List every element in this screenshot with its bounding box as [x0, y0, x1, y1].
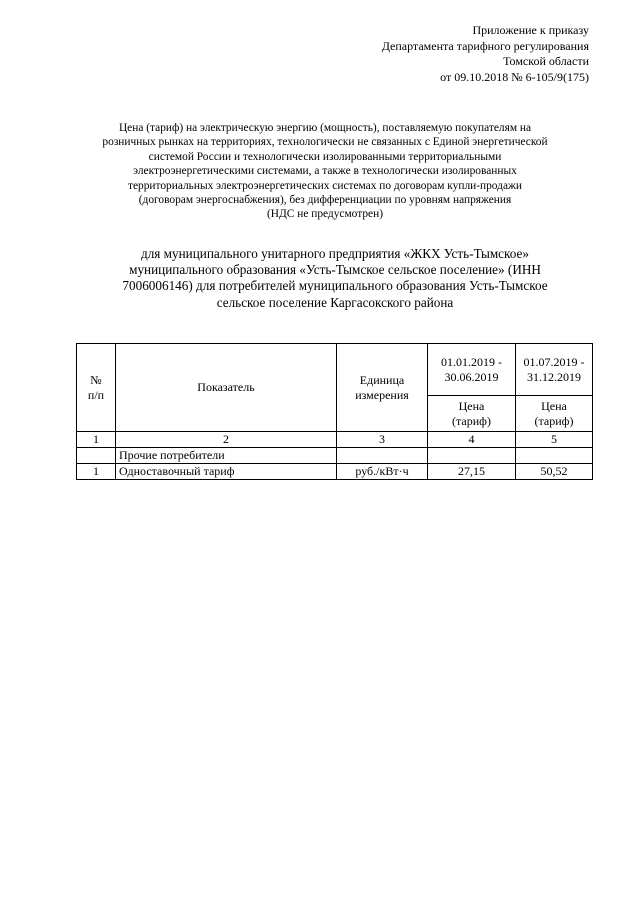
header-text: № — [90, 372, 102, 387]
subject-line: 7006006146) для потребителей муниципального образования Усть-Тымское — [122, 278, 548, 294]
subject-line: для муниципального унитарного предприятия «ЖКХ Усть-Тымское» — [141, 246, 529, 261]
header-text: 30.06.2019 — [444, 369, 499, 384]
header-cell-number — [77, 344, 116, 432]
empty-cell — [516, 448, 593, 464]
title-line: системой России и технологически изолированными территориальными — [148, 150, 502, 163]
header-line: Приложение к приказу — [472, 23, 589, 37]
row-indicator: Одноставочный тариф — [116, 464, 337, 480]
title-line: территориальных электроэнергетических системах по договорам купли-продажи — [128, 179, 522, 192]
table-row — [77, 464, 593, 480]
title-line: электроэнергетическими системами, а также в технологически изолированных — [133, 165, 517, 178]
header-cell-period-1 — [428, 344, 516, 396]
empty-cell — [77, 448, 116, 464]
title-line: Цена (тариф) на электрическую энергию (мощность), поставляемую покупателям на — [118, 122, 532, 134]
column-numbering-row — [77, 432, 593, 448]
row-price-1: 27,15 — [428, 464, 516, 480]
column-number: 3 — [337, 432, 428, 448]
header-cell-price-2 — [516, 396, 593, 432]
order-appendix-header — [382, 23, 589, 85]
header-line: от 09.10.2018 № 6-105/9(175) — [440, 69, 589, 84]
header-cell-period-2 — [516, 344, 593, 396]
header-text: (тариф) — [452, 413, 491, 428]
header-cell-price-1 — [428, 396, 516, 432]
row-price-2: 50,52 — [516, 464, 593, 480]
organization-subject — [100, 246, 570, 311]
table-header-row — [77, 344, 593, 396]
column-number: 4 — [428, 432, 516, 448]
subject-line: сельское поселение Каргасокского района — [216, 294, 454, 310]
header-text: Цена — [541, 398, 567, 413]
document-title — [60, 121, 590, 222]
row-unit: руб./кВт·ч — [337, 464, 428, 480]
column-number: 5 — [516, 432, 593, 448]
section-label: Прочие потребители — [116, 448, 337, 464]
column-number: 1 — [77, 432, 116, 448]
header-line: Департамента тарифного регулирования — [381, 38, 589, 53]
header-text: 01.07.2019 - — [523, 354, 585, 369]
title-line: (договорам энергоснабжения), без дифференциации по уровням напряжения — [138, 194, 512, 207]
header-text: 01.01.2019 - — [441, 354, 502, 369]
column-number: 2 — [116, 432, 337, 448]
header-cell-unit — [337, 344, 428, 432]
header-line: Томской области — [503, 54, 589, 68]
row-number: 1 — [77, 464, 116, 480]
title-line: (НДС не предусмотрен) — [267, 208, 383, 221]
empty-cell — [337, 448, 428, 464]
header-text: 31.12.2019 — [527, 369, 581, 384]
header-text: Единица — [359, 372, 405, 387]
header-text: измерения — [355, 387, 409, 402]
header-text: п/п — [87, 387, 105, 402]
empty-cell — [428, 448, 516, 464]
header-text: Цена — [458, 398, 485, 413]
section-row — [77, 448, 593, 464]
subject-line: муниципального образования «Усть-Тымское сельское поселение» (ИНН — [129, 262, 541, 278]
header-text: (тариф) — [534, 413, 574, 428]
title-line: розничных рынках на территориях, технологически не связанных с Единой энергетической — [102, 136, 548, 149]
tariff-table — [76, 343, 593, 480]
header-cell-indicator: Показатель — [116, 344, 337, 432]
